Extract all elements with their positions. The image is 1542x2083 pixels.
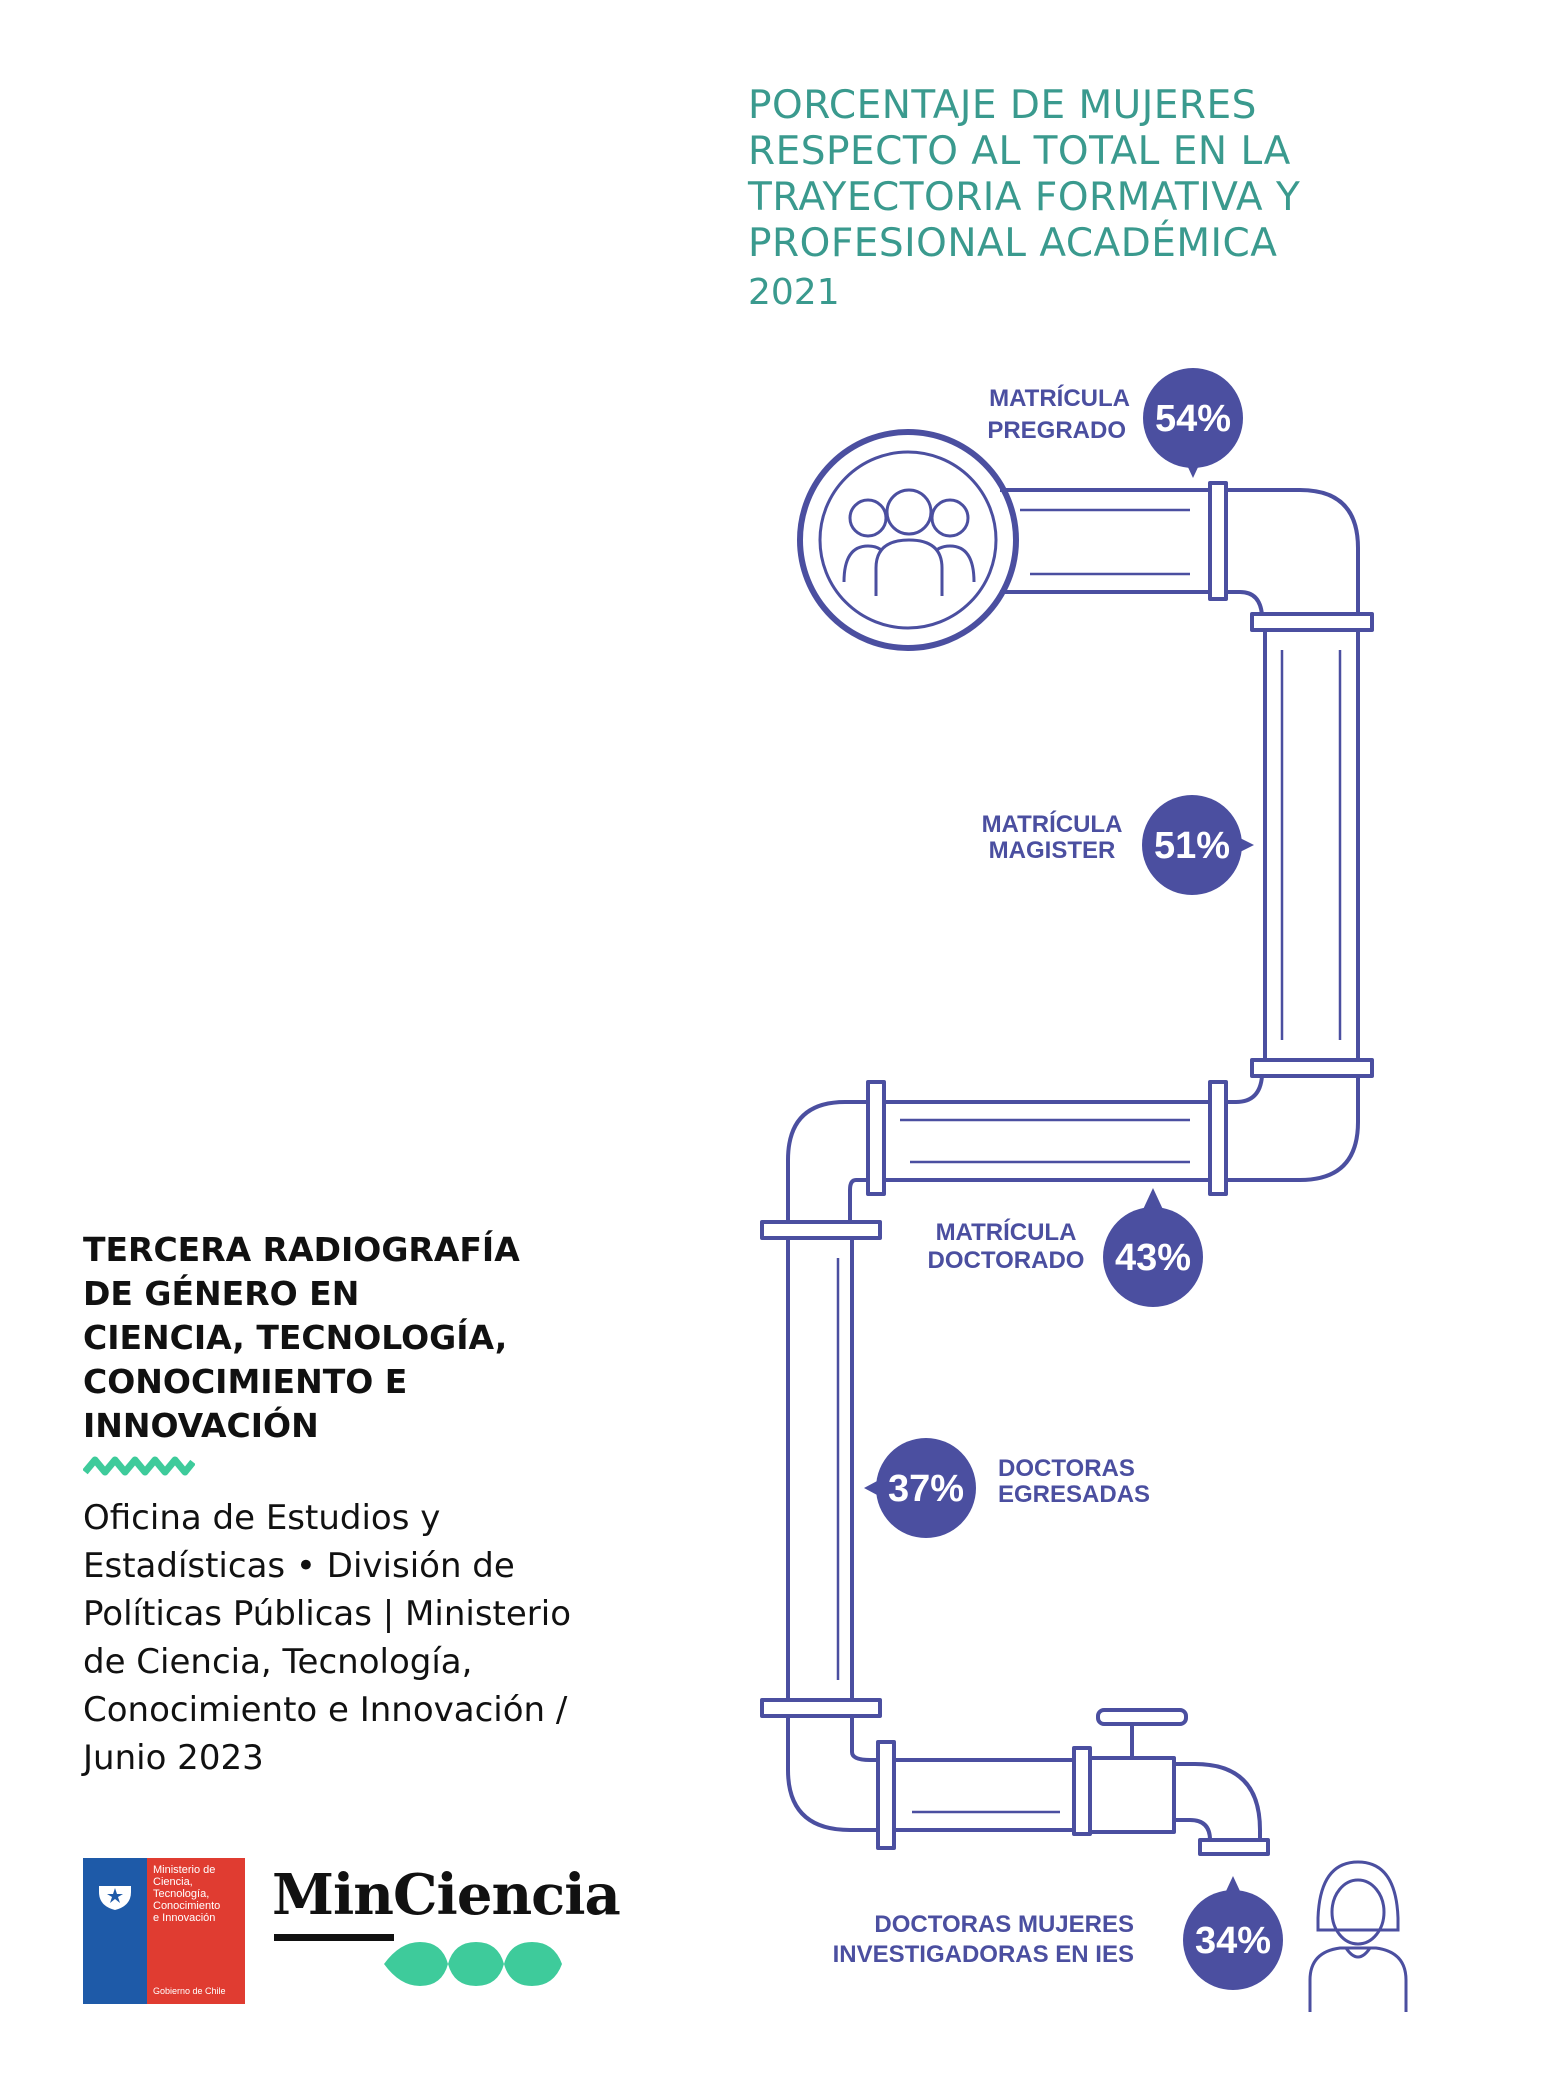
stage-marker [987, 368, 1243, 478]
credits-line: Políticas Públicas | Ministerio [83, 1594, 572, 1634]
ministry-name-line: Conocimiento [153, 1900, 221, 1912]
title-line: PROFESIONAL ACADÉMICA [748, 221, 1278, 266]
pipe-elbow [788, 1102, 868, 1222]
pipe-elbow [1226, 1076, 1358, 1180]
credits-line: de Ciencia, Tecnología, [83, 1642, 473, 1682]
report-title-line: DE GÉNERO EN [83, 1274, 360, 1313]
stage-label: MAGISTER [988, 837, 1116, 864]
pipe-top-highlight [1020, 510, 1190, 574]
pipe-flange [1210, 1082, 1226, 1194]
percent-value: 37% [887, 1468, 965, 1510]
researcher-woman-icon [1310, 1862, 1406, 2012]
stage-label: INVESTIGADORAS EN IES [832, 1941, 1134, 1968]
percent-value: 54% [1154, 398, 1232, 440]
brand-mark-icon [272, 1862, 632, 1992]
pipe-flange [1210, 483, 1226, 599]
stage-label: MATRÍCULA [981, 811, 1123, 838]
zigzag-divider [83, 1456, 195, 1476]
report-title [83, 1228, 643, 1448]
credits-line: Junio 2023 [83, 1738, 264, 1778]
stage-marker [928, 1188, 1203, 1307]
title-line: PORCENTAJE DE MUJERES [748, 83, 1257, 128]
pipe-flange [1252, 614, 1372, 630]
report-credits [83, 1494, 643, 1782]
coat-of-arms-icon [93, 1872, 137, 1912]
title-line: RESPECTO AL TOTAL EN LA [748, 129, 1291, 174]
pipe-flange [878, 1742, 894, 1848]
ministry-name [153, 1864, 220, 1924]
pipe-middle-highlight [900, 1120, 1190, 1162]
pipe-left [788, 1238, 852, 1700]
pipe-flange [1074, 1748, 1090, 1834]
title-line: TRAYECTORIA FORMATIVA Y [748, 175, 1301, 220]
pipe-right [1265, 630, 1358, 1060]
percent-value: 43% [1114, 1237, 1192, 1279]
pipe-elbow [850, 1180, 868, 1222]
credits-line: Oficina de Estudios y [83, 1498, 441, 1538]
pipe-elbow [1226, 490, 1358, 615]
stage-label: DOCTORADO [927, 1247, 1085, 1274]
ministry-name-line: Ciencia, [153, 1876, 193, 1888]
faucet-body [1090, 1758, 1174, 1832]
title-year: 2021 [748, 272, 840, 313]
stage-label: PREGRADO [987, 417, 1126, 444]
government-logo [83, 1858, 245, 2004]
pipe-structure [762, 483, 1372, 1854]
ministry-name-line: e Innovación [153, 1912, 216, 1924]
report-title-line: TERCERA RADIOGRAFÍA [83, 1230, 520, 1269]
credits-line: Estadísticas • División de [83, 1546, 515, 1586]
pipe-elbow [788, 1716, 878, 1830]
report-title-line: CIENCIA, TECNOLOGÍA, [83, 1318, 508, 1357]
ministry-name-line: Tecnología, [153, 1888, 210, 1900]
pipe-flange [1252, 1060, 1372, 1076]
faucet-handle [1098, 1710, 1186, 1724]
faucet-spout [1174, 1764, 1260, 1840]
gov-footer: Gobierno de Chile [153, 1986, 226, 1996]
faucet-nozzle [1200, 1840, 1268, 1854]
pipe-flange [762, 1222, 880, 1238]
pipe-bottom [894, 1760, 1074, 1830]
pipe-right-highlight [1282, 650, 1340, 1040]
brand-name: MinCiencia [272, 1862, 620, 1928]
students-group-icon [800, 432, 1016, 648]
pipe-flange [868, 1082, 884, 1194]
pipe-elbow [1226, 592, 1262, 615]
minciencia-logo [272, 1862, 632, 1992]
report-info [83, 1228, 643, 1782]
pipe-top [1000, 490, 1212, 592]
stage-label: DOCTORAS MUJERES [874, 1911, 1134, 1938]
pipe-middle [884, 1102, 1210, 1180]
pipe-elbow [852, 1716, 878, 1760]
stage-label: DOCTORAS [998, 1455, 1135, 1482]
ministry-name-line: Ministerio de [153, 1864, 216, 1876]
percent-value: 34% [1194, 1920, 1272, 1962]
stage-marker [833, 1876, 1283, 1990]
stage-label: MATRÍCULA [935, 1219, 1077, 1246]
report-title-line: INNOVACIÓN [83, 1406, 319, 1445]
pipe-elbow [1226, 1076, 1262, 1102]
gov-logo-blue-band [83, 1858, 147, 2004]
percent-value: 51% [1153, 825, 1231, 867]
credits-line: Conocimiento e Innovación / [83, 1690, 568, 1730]
stage-label: EGRESADAS [998, 1481, 1151, 1508]
pipe-flange [762, 1700, 880, 1716]
stage-label: MATRÍCULA [989, 385, 1130, 412]
stage-marker [864, 1438, 1150, 1538]
gov-logo-red-band [147, 1858, 245, 2004]
stage-marker [982, 795, 1254, 895]
report-title-line: CONOCIMIENTO E [83, 1362, 408, 1401]
